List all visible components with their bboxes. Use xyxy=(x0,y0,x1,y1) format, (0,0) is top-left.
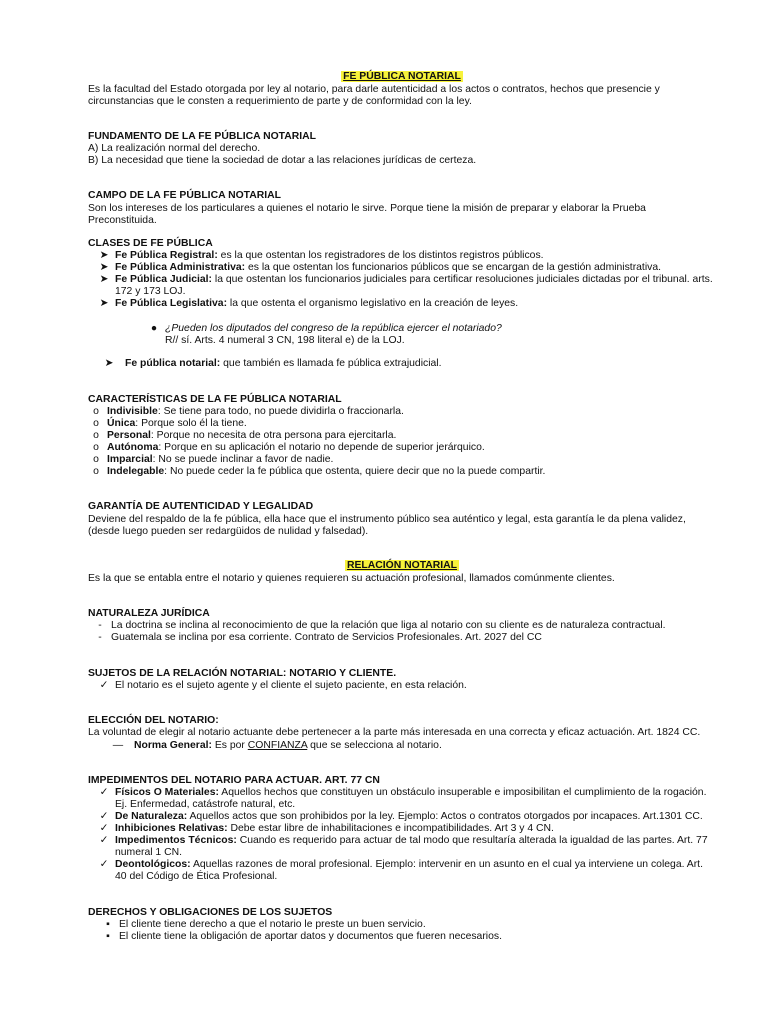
item-text: El notario es el sujeto agente y el cliente el sujeto paciente, en esta relación. xyxy=(115,680,467,691)
list-item xyxy=(92,620,716,632)
list-item xyxy=(88,406,716,418)
intro-paragraph: Es la facultad del Estado otorgada por ley al notario, para darle autenticidad a los actos o contratos, hechos que presencie y circunstancias que le consten a requerimiento de parte y de conformidad con la ley. xyxy=(88,84,660,107)
title-highlight: RELACIÓN NOTARIAL xyxy=(346,560,458,571)
title-fe-publica-notarial xyxy=(88,71,716,83)
answer-text: R// sí. Arts. 4 numeral 3 CN, 198 literal e) de la LOJ. xyxy=(165,335,405,346)
circle-bullet-icon: o xyxy=(93,418,99,429)
garantia-text: Deviene del respaldo de la fe pública, ella hace que el instrumento público sea auténtico y legal, esta garantía le da plena validez, (desde luego pueden ser redargüidos de nulidad y falsedad). xyxy=(88,514,686,537)
circle-bullet-icon: o xyxy=(93,466,99,477)
list-item xyxy=(96,680,716,692)
list-item xyxy=(96,787,716,811)
list-item xyxy=(88,454,716,466)
item-term: Imparcial xyxy=(107,454,153,465)
item-text: Cuando es requerido para actuar de tal modo que resultaría alterada la igualdad de las partes. Art. 77 numeral 1 CN. xyxy=(115,835,708,858)
campo-text: Son los intereses de los particulares a quienes el notario le sirve. Porque tiene la misión de preparar y elaborar la Prueba Preconstituida. xyxy=(88,203,646,226)
item-text: La doctrina se inclina al reconocimiento de que la relación que liga al notario con su cliente es de naturaleza contractual. xyxy=(111,620,666,631)
item-text: El cliente tiene la obligación de aportar datos y documentos que fueren necesarios. xyxy=(119,931,502,942)
item-term: Fe pública notarial: xyxy=(125,358,221,369)
sujetos-list xyxy=(96,680,716,692)
question-block xyxy=(146,323,716,347)
list-item xyxy=(110,740,716,752)
check-icon: ✓ xyxy=(99,787,109,798)
circle-bullet-icon: o xyxy=(93,454,99,465)
item-text: que se selecciona al notario. xyxy=(307,740,442,751)
heading-impedimentos: IMPEDIMENTOS DEL NOTARIO PARA ACTUAR. ART. 77 CN xyxy=(88,775,380,786)
item-text: Es por xyxy=(211,740,248,751)
heading-caracteristicas: CARACTERÍSTICAS DE LA FE PÚBLICA NOTARIAL xyxy=(88,394,342,405)
title-relacion-notarial xyxy=(88,560,716,572)
list-item xyxy=(96,298,716,310)
item-text: es la que ostentan los funcionarios públicos que se encargan de la gestión administrativa. xyxy=(245,262,661,273)
heading-naturaleza: NATURALEZA JURÍDICA xyxy=(88,608,210,619)
item-term: Físicos O Materiales: xyxy=(115,787,219,798)
list-item xyxy=(96,274,716,298)
item-term: Fe Pública Administrativa: xyxy=(115,262,246,273)
item-text: El cliente tiene derecho a que el notario le preste un buen servicio. xyxy=(119,919,426,930)
derechos-list xyxy=(100,919,716,943)
norma-general xyxy=(110,740,716,752)
item-text: : No se puede inclinar a favor de nadie. xyxy=(152,454,334,465)
square-bullet-icon: ▪ xyxy=(106,919,110,930)
item-text: : Se tiene para todo, no puede dividirla o fraccionarla. xyxy=(157,406,404,417)
list-item xyxy=(92,632,716,644)
item-text: : Porque no necesita de otra persona para ejercitarla. xyxy=(150,430,397,441)
list-item xyxy=(88,418,716,430)
arrow-bullet-icon: ➤ xyxy=(99,298,109,309)
list-item xyxy=(88,442,716,454)
list-item xyxy=(88,430,716,442)
underlined-word: CONFIANZA xyxy=(247,740,308,751)
heading-campo: CAMPO DE LA FE PÚBLICA NOTARIAL xyxy=(88,190,281,201)
item-text: Debe estar libre de inhabilitaciones e incompatibilidades. Art 3 y 4 CN. xyxy=(227,823,554,834)
item-text: Aquellos actos que son prohibidos por la ley. Ejemplo: Actos o contratos otorgados por incapaces. Art.1301 CC. xyxy=(187,811,703,822)
fundamento-line: B) La necesidad que tiene la sociedad de dotar a las relaciones jurídicas de certeza. xyxy=(88,155,477,166)
item-term: Indelegable xyxy=(107,466,165,477)
circle-bullet-icon: o xyxy=(93,442,99,453)
heading-clases: CLASES DE FE PÚBLICA xyxy=(88,238,213,249)
circle-bullet-icon: o xyxy=(93,406,99,417)
heading-eleccion: ELECCIÓN DEL NOTARIO: xyxy=(88,715,219,726)
relacion-text: Es la que se entabla entre el notario y quienes requieren su actuación profesional, llamados comúnmente clientes. xyxy=(88,573,615,584)
item-text: Aquellos hechos que constituyen un obstáculo insuperable e imposibilitan el cumplimiento de la rogación. Ej. Enfermedad, catástrofe natural, etc. xyxy=(115,787,707,810)
item-text: es la que ostentan los registradores de los distintos registros públicos. xyxy=(217,250,544,261)
item-term: Personal xyxy=(107,430,151,441)
item-text: : No puede ceder la fe pública que ostenta, quiere decir que no la puede compartir. xyxy=(164,466,546,477)
item-term: Fe Pública Judicial: xyxy=(115,274,213,285)
list-item xyxy=(100,931,716,943)
heading-derechos: DERECHOS Y OBLIGACIONES DE LOS SUJETOS xyxy=(88,907,333,918)
heading-garantia: GARANTÍA DE AUTENTICIDAD Y LEGALIDAD xyxy=(88,501,314,512)
square-bullet-icon: ▪ xyxy=(106,931,110,942)
list-item xyxy=(96,823,716,835)
item-text: que también es llamada fe pública extrajudicial. xyxy=(220,358,442,369)
item-text: : Porque solo él la tiene. xyxy=(135,418,247,429)
item-term: Indivisible xyxy=(107,406,158,417)
arrow-bullet-icon: ➤ xyxy=(99,274,109,285)
heading-fundamento: FUNDAMENTO DE LA FE PÚBLICA NOTARIAL xyxy=(88,131,317,142)
arrow-bullet-icon: ➤ xyxy=(99,250,109,261)
check-icon: ✓ xyxy=(99,811,109,822)
item-text: la que ostenta el organismo legislativo en la creación de leyes. xyxy=(227,298,519,309)
circle-bullet-icon: o xyxy=(93,430,99,441)
list-item xyxy=(88,466,716,478)
dot-bullet-icon: ● xyxy=(150,323,158,334)
check-icon: ✓ xyxy=(99,823,109,834)
dash-bullet-icon: - xyxy=(98,620,102,631)
check-icon: ✓ xyxy=(99,859,109,870)
list-item xyxy=(96,811,716,823)
list-item xyxy=(96,262,716,274)
item-term: Norma General: xyxy=(134,740,212,751)
list-item xyxy=(96,250,716,262)
item-term: Fe Pública Legislativa: xyxy=(115,298,228,309)
impedimentos-list xyxy=(96,787,716,883)
clases-list xyxy=(96,250,716,310)
item-term: Inhibiciones Relativas: xyxy=(115,823,228,834)
question-text: ¿Pueden los diputados del congreso de la república ejercer el notariado? xyxy=(165,323,502,334)
check-icon: ✓ xyxy=(99,835,109,846)
arrow-bullet-icon: ➤ xyxy=(99,262,109,273)
item-term: Única xyxy=(107,418,136,429)
item-text: Guatemala se inclina por esa corriente. Contrato de Servicios Profesionales. Art. 2027 del CC xyxy=(111,632,542,643)
list-item xyxy=(100,919,716,931)
heading-sujetos: SUJETOS DE LA RELACIÓN NOTARIAL: NOTARIO Y CLIENTE. xyxy=(88,668,397,679)
item-term: Impedimentos Técnicos: xyxy=(115,835,237,846)
list-item xyxy=(146,323,716,335)
check-icon: ✓ xyxy=(99,680,109,691)
item-term: Deontológicos: xyxy=(115,859,191,870)
item-text: : Porque en su aplicación el notario no depende de superior jerárquico. xyxy=(158,442,485,453)
title-highlight: FE PÚBLICA NOTARIAL xyxy=(343,71,461,82)
fundamento-line: A) La realización normal del derecho. xyxy=(88,143,261,154)
item-term: De Naturaleza: xyxy=(115,811,188,822)
eleccion-text: La voluntad de elegir al notario actuante debe pertenecer a la parte más interesada en una correcta y eficaz actuación. Art. 1824 CC. xyxy=(88,727,701,738)
notarial-item xyxy=(101,358,716,370)
arrow-bullet-icon: ➤ xyxy=(104,358,114,369)
item-term: Fe Pública Registral: xyxy=(115,250,218,261)
answer-line xyxy=(146,335,716,347)
naturaleza-list xyxy=(92,620,716,644)
dash-bullet-icon: - xyxy=(98,632,102,643)
em-dash-bullet-icon: — xyxy=(112,740,124,751)
list-item xyxy=(96,835,716,859)
list-item xyxy=(96,859,716,883)
item-text: Aquellas razones de moral profesional. Ejemplo: intervenir en un asunto en el cual ya interviene un colega. Art. 40 del Código de Ética Profesional. xyxy=(115,859,703,882)
item-text: la que ostentan los funcionarios judiciales para certificar resoluciones judiciales dictadas por el tribunal. arts. 172 y 173 LOJ. xyxy=(115,274,713,297)
caracteristicas-list xyxy=(88,406,716,478)
list-item xyxy=(101,358,716,370)
item-term: Autónoma xyxy=(107,442,159,453)
